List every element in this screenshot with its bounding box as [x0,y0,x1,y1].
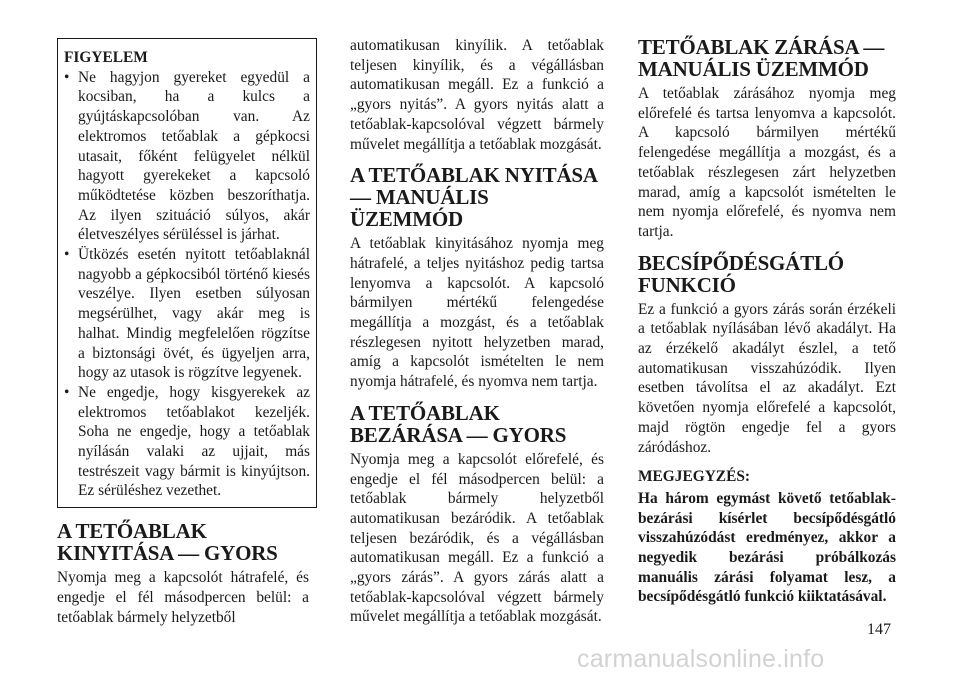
section-title-pinch-protection: BECSÍPŐDÉSGÁTLÓ FUNKCIÓ [638,250,844,297]
section-text-quick-open: Nyomja meg a kapcsolót hátrafelé, és engedje el fél másodpercen belül: a tetőablak bármely helyzetből [57,569,309,626]
warning-title: FIGYELEM [64,49,148,66]
column-2 [350,36,604,627]
column-1 [57,38,309,627]
section-title-manual-open: A TETŐABLAK NYITÁSA — MANUÁLIS ÜZEMMÓD [350,163,597,232]
warning-item: • Ne hagyjon gyereket egyedül a kocsiban, ha a kulcs a gyújtáskapcsolóban van. Az elektromos tetőablak a gépkocsi utasait, főként felügyelet nélkül hagyott gyerekeket a kapcsoló működtetése közben beszoríthatja. Az ilyen szituáció súlyos, akár életveszélyes sérüléssel is járhat. [64,68,310,245]
section-title-quick-open: A TETŐABLAK KINYITÁSA — GYORS [57,519,278,566]
page-number: 147 [867,621,891,638]
warning-list [64,68,310,501]
section-text-manual-close: A tetőablak zárásához nyomja meg előrefelé és tartsa lenyomva a kapcsolót. A kapcsoló bármilyen mértékű felengedése megállítja a mozgást, és a tetőablak részlegesen zárt helyzetben marad, amíg a kapcsolót ismételten le nem nyomja előrefelé, és nyomva nem tartja. [638,85,896,240]
warning-box [57,38,317,508]
section-text-quick-close: Nyomja meg a kapcsolót előrefelé, és engedje el fél másodpercen belül: a tetőablak bármely helyzetből automatikusan bezáródik. A tetőablak teljesen bezáródik, és a végállásban automatikusan megáll. Ez a funkció a „gyors zárás”. A gyors zárás alatt a tetőablak-kapcsolóval végzett bármely művelet megállítja a tetőablak mozgását. [350,450,604,626]
section-title-quick-close: A TETŐABLAK BEZÁRÁSA — GYORS [350,400,567,447]
note-title: MEGJEGYZÉS: [638,468,751,486]
section-title-manual-close: TETŐABLAK ZÁRÁSA — MANUÁLIS ÜZEMMÓD [638,35,885,81]
warning-item: • Ütközés esetén nyitott tetőablaknál nagyobb a gépkocsiból történő kiesés veszélye. Ilyen esetben súlyosan megsérülhet, vagy akár meg is halhat. Mindig megfelelően rögzítse a biztonsági övét, és ügyeljen arra, hogy az utasok is rögzítve legyenek. [64,245,310,383]
watermark: carmanualsonline.info [577,645,825,673]
section-text-pinch-protection: Ez a funkció a gyors zárás során érzékeli a tetőablak nyílásában lévő akadályt. Ha az érzékelő akadályt észlel, a tető automatikusan visszahúzódik. Ilyen esetben távolítsa el az akadályt. Ezt követően nyomja előrefelé a kapcsolót, majd rögtön engedje fel a gyors záródáshoz. [638,300,896,456]
note-text: Ha három egymást követő tetőablak-bezárási kísérlet becsípődésgátló visszahúzódást eredményez, akkor a negyedik bezárási próbálkozás manuális zárási folyamat lesz, a becsípődésgátló funkció kiiktatásával. [638,489,896,606]
column-3 [638,36,896,607]
section-text-manual-open: A tetőablak kinyitásához nyomja meg hátrafelé, a teljes nyitáshoz pedig tartsa lenyomva a kapcsolót. A kapcsoló bármilyen mértékű felengedése megállítja a mozgást, és a tetőablak részlegesen nyitott helyzetben marad, amíg a kapcsolót ismételten le nem nyomja hátrafelé, és nyomva nem tartja. [350,235,604,391]
warning-item: • Ne engedje, hogy kisgyerekek az elektromos tetőablakot kezeljék. Soha ne engedje, hogy a tetőablak nyílásán valaki az ujjait, más testrészeit vagy bármit is kinyújtson. Ez sérüléshez vezethet. [64,383,310,501]
section-text-quick-open-cont: automatikusan kinyílik. A tetőablak teljesen kinyílik, és a végállásban automatikusan megáll. Ez a funkció a „gyors nyitás”. A gyors nyitás alatt a tetőablak-kapcsolóval végzett bármely művelet megállítja a tetőablak mozgását. [350,37,604,153]
